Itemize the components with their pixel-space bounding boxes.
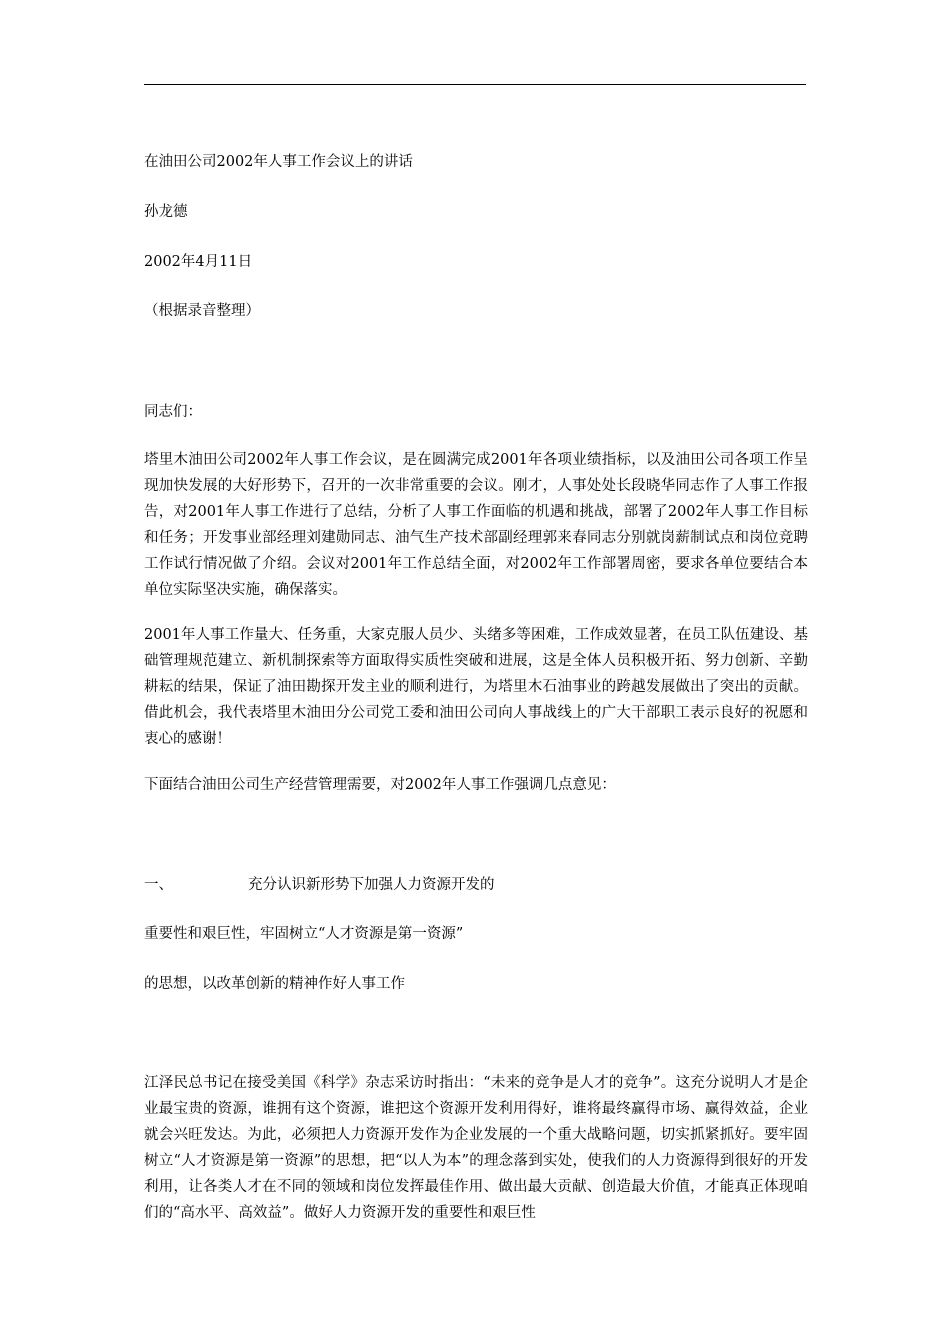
- section-heading-line-3: 的思想，以改革创新的精神作好人事工作: [144, 976, 405, 992]
- section-heading-line-2: 重要性和艰巨性，牢固树立“人才资源是第一资源”: [144, 926, 464, 942]
- author-name: 孙龙德: [144, 204, 188, 220]
- section-heading-line-1: 充分认识新形势下加强人力资源开发的: [248, 877, 495, 893]
- document-title: 在油田公司2002年人事工作会议上的讲话: [144, 154, 413, 170]
- header-rule: [144, 84, 806, 85]
- body-paragraph-section-1: 江泽民总书记在接受美国《科学》杂志采访时指出：“未来的竞争是人才的竞争”。这充分说明人才是企业最宝贵的资源，谁拥有这个资源，谁把这个资源开发利用得好，谁将最终赢得市场、赢得效益，企业就会兴旺发达。为此，必须把人力资源开发作为企业发展的一个重大战略问题，切实抓紧抓好。要牢固树立“人才资源是第一资源”的思想，把“以人为本”的理念落到实处，使我们的人力资源得到很好的开发利用，让各类人才在不同的领域和岗位发挥最佳作用、做出最大贡献、创造最大价值，才能真正体现咱们的“高水平、高效益”。做好人力资源开发的重要性和艰巨性: [144, 1075, 808, 1221]
- body-paragraph-achievements: 2001年人事工作量大、任务重，大家克服人员少、头绪多等困难，工作成效显著，在员工队伍建设、基础管理规范建立、新机制探索等方面取得实质性突破和进展，这是全体人员积极开拓、努力创新、辛勤耕耘的结果，保证了油田勘探开发主业的顺利进行，为塔里木石油事业的跨越发展做出了突出的贡献。借此机会，我代表塔里木油田分公司党工委和油田公司向人事战线上的广大干部职工表示良好的祝愿和衷心的感谢！: [144, 627, 808, 747]
- body-paragraph-transition: 下面结合油田公司生产经营管理需要，对2002年人事工作强调几点意见：: [144, 777, 616, 793]
- transcription-note: （根据录音整理）: [144, 303, 260, 319]
- section-number: 一、: [144, 877, 173, 893]
- speech-date: 2002年4月11日: [144, 254, 253, 270]
- salutation: 同志们：: [144, 404, 202, 420]
- body-paragraph-intro: 塔里木油田公司2002年人事工作会议，是在圆满完成2001年各项业绩指标，以及油田公司各项工作呈现加快发展的大好形势下，召开的一次非常重要的会议。刚才，人事处处长段晓华同志作了人事工作报告，对2001年人事工作进行了总结，分析了人事工作面临的机遇和挑战，部署了2002年人事工作目标和任务；开发事业部经理刘建勋同志、油气生产技术部副经理郭来春同志分别就岗薪制试点和岗位竞聘工作试行情况做了介绍。会议对2001年工作总结全面，对2002年工作部署周密，要求各单位要结合本单位实际坚决实施，确保落实。: [144, 452, 808, 598]
